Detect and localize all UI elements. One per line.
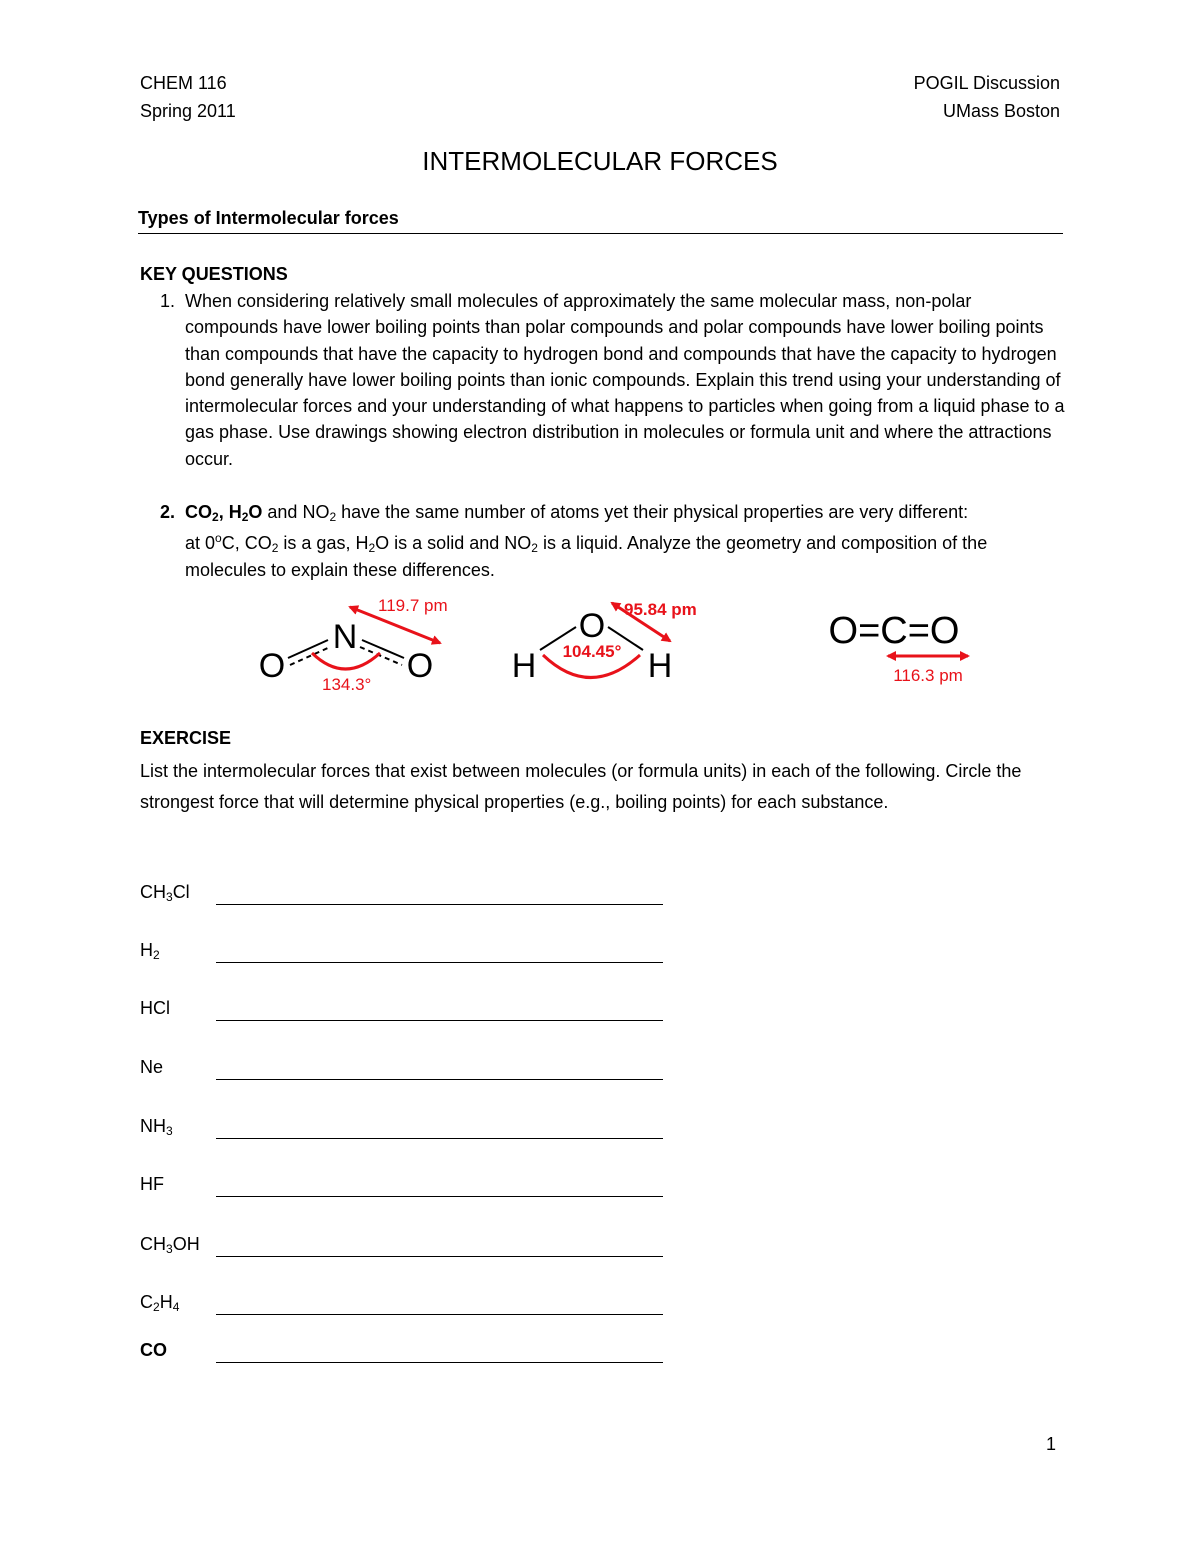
question-2-number: 2. [160,502,176,522]
co2-bond-length-label: 116.3 pm [893,666,963,685]
answer-row-ch3cl [140,882,670,908]
q2-no2: $NO_2$ [302,502,337,524]
answer-line[interactable] [216,904,663,905]
q2-h2o: $H_2O$ [228,502,263,524]
question-1-number: 1. [160,291,176,311]
page-number: 1 [1046,1434,1057,1454]
co2-formula: O=C=O [828,610,960,652]
substance-label: HF [140,1174,164,1194]
answer-line[interactable] [216,1020,663,1021]
co2-molecule [829,610,968,685]
substance-label: CO [140,1340,167,1360]
h2o-molecule [512,600,697,685]
h2o-bond-angle-label: 104.45° [562,642,622,661]
no2-oxygen-left-label: O [258,647,286,685]
section-title: Types of Intermolecular forces [138,208,1063,234]
question-1-text: When considering relatively small molecules of approximately the same molecular mass, non-polar compounds have lower boiling points than polar compounds and polar compounds have lower boiling points than compounds that have the capacity to hydrogen bond and compounds that have the capacity to hydrogen bond generally have lower boiling points than ionic compounds. Explain this trend using your understanding of intermolecular forces and your understanding of what happens to particles when going from a liquid phase to a gas phase. Use drawings showing electron distribution in molecules or formula unit and where the attractions occur. [185,291,1065,469]
answer-line[interactable] [216,1079,663,1080]
no2-oxygen-right-label: O [406,647,434,685]
answer-row-hf [140,1174,670,1200]
q2-co2: $CO_2$ [185,502,219,524]
substance-label: $CH_3Cl$ [140,882,190,904]
answer-row-ne [140,1057,670,1083]
answer-row-nh3 [140,1116,670,1142]
h2o-hydrogen-right-label: H [647,647,673,685]
substance-label: $CH_3OH$ [140,1234,200,1256]
question-2-text: $CO_2$, $H_2O$ and $NO_2$ have the same number of atoms yet their physical properties are very different: at 0$^o$C, $CO_2$ is a gas, $H_2O$ is a solid and $NO_2$ is a liquid. Analyze the geometry and composition of the molecules to explain these differences. [185,502,988,580]
answer-row-ch3oh [140,1234,670,1260]
course-code: CHEM 116 [140,73,227,93]
no2-nitrogen-label: N [332,618,358,656]
substance-label: $NH_3$ [140,1116,173,1138]
exercise-heading: EXERCISE [140,728,232,748]
answer-row-h2 [140,940,670,966]
answer-row-c2h4 [140,1292,670,1318]
h2o-oxygen-label: O [578,607,606,645]
substance-label: HCl [140,998,170,1018]
substance-label: $H_2$ [140,940,160,962]
document-type: POGIL Discussion [913,73,1060,93]
answer-line[interactable] [216,1138,663,1139]
answer-line[interactable] [216,962,663,963]
institution: UMass Boston [942,101,1060,121]
substance-label: $C_2H_4$ [140,1292,180,1314]
substance-label: Ne [140,1057,164,1077]
page-title: INTERMOLECULAR FORCES [422,146,778,176]
no2-bond-length-label: 119.7 pm [378,596,448,615]
term: Spring 2011 [140,101,236,121]
key-questions-heading: KEY QUESTIONS [140,264,288,284]
no2-bond-angle-label: 134.3° [322,675,372,694]
no2-molecule [259,596,448,694]
answer-line[interactable] [216,1362,663,1363]
answer-line[interactable] [216,1196,663,1197]
h2o-bond-length-label: 95.84 pm [624,600,697,619]
answer-line[interactable] [216,1256,663,1257]
molecule-figures [0,585,1200,705]
answer-row-co [140,1340,670,1366]
answer-row-hcl [140,998,670,1024]
answer-line[interactable] [216,1314,663,1315]
exercise-instructions: List the intermolecular forces that exist between molecules (or formula units) in each of the following. Circle the strongest force that will determine physical properties (e.g., boiling points) for each substance. [140,761,1022,812]
h2o-hydrogen-left-label: H [511,647,537,685]
